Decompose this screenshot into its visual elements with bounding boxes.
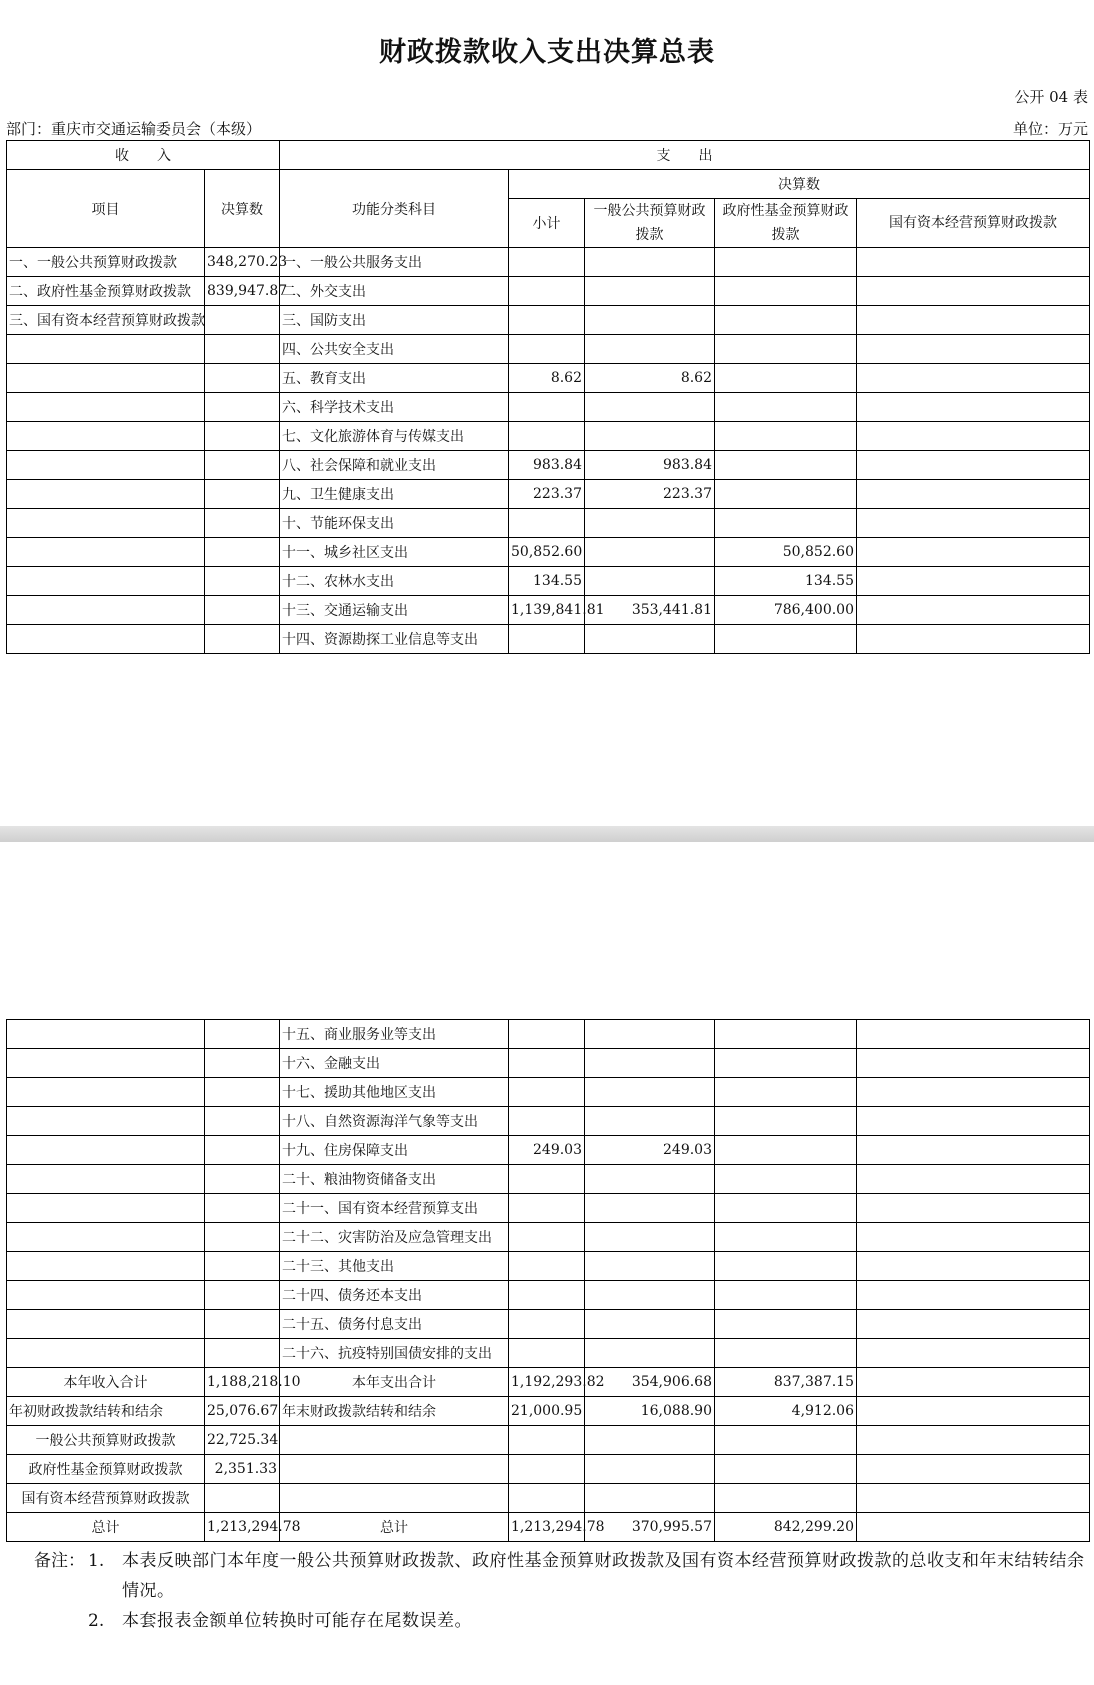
total-expense-label: 总计 [280, 1513, 509, 1542]
subtotal-cell [509, 1165, 585, 1194]
general-budget-cell [585, 1107, 715, 1136]
note-1-text: 本表反映部门本年度一般公共预算财政拨款、政府性基金预算财政拨款及国有资本经营预算财政拨款的总收支和年末结转结余情况。 [122, 1551, 1085, 1601]
income-amount-cell [205, 422, 280, 451]
income-item-cell [7, 1165, 205, 1194]
expense-subject-cell: 十、节能环保支出 [280, 509, 509, 538]
expense-subject-cell: 九、卫生健康支出 [280, 480, 509, 509]
income-item-cell [7, 567, 205, 596]
general-budget-cell [585, 1165, 715, 1194]
function-subject-header: 功能分类科目 [280, 170, 509, 248]
state-capital-cell [857, 306, 1090, 335]
expense-header: 支 出 [280, 141, 1090, 170]
income-amount-cell [205, 364, 280, 393]
subtotal-cell: 1,139,841.81 [509, 596, 585, 625]
begin-general-value: 22,725.34 [205, 1426, 280, 1455]
expense-subject-cell: 二、外交支出 [280, 277, 509, 306]
state-capital-cell [857, 1194, 1090, 1223]
income-amount-cell [205, 451, 280, 480]
department-label: 部门：重庆市交通运输委员会（本级） [6, 120, 262, 138]
table-row [7, 1310, 1090, 1339]
income-amount-cell [205, 625, 280, 654]
gov-fund-cell [715, 1165, 857, 1194]
subtotal-cell [509, 393, 585, 422]
state-capital-cell [857, 1136, 1090, 1165]
income-item-cell: 二、政府性基金预算财政拨款 [7, 277, 205, 306]
end-carryover-state-capital [857, 1397, 1090, 1426]
gov-fund-cell: 134.55 [715, 567, 857, 596]
income-amount-cell [205, 509, 280, 538]
income-item-cell [7, 625, 205, 654]
expense-subject-cell: 十一、城乡社区支出 [280, 538, 509, 567]
notes [34, 1546, 1089, 1636]
income-item-cell [7, 480, 205, 509]
income-amount-cell [205, 596, 280, 625]
state-capital-cell [857, 277, 1090, 306]
income-item-cell [7, 538, 205, 567]
subtotal-cell [509, 277, 585, 306]
gov-fund-cell [715, 1107, 857, 1136]
income-amount-cell [205, 1020, 280, 1049]
state-capital-cell [857, 1281, 1090, 1310]
state-capital-cell [857, 509, 1090, 538]
year-expense-general: 354,906.68 [585, 1368, 715, 1397]
table-row [7, 1165, 1090, 1194]
income-amount-cell [205, 1136, 280, 1165]
income-item-cell [7, 422, 205, 451]
total-expense-state-capital [857, 1513, 1090, 1542]
subtotal-cell [509, 1252, 585, 1281]
state-capital-cell [857, 538, 1090, 567]
general-budget-cell [585, 1252, 715, 1281]
expense-subject-cell: 二十二、灾害防治及应急管理支出 [280, 1223, 509, 1252]
note-2-text: 本套报表金额单位转换时可能存在尾数误差。 [122, 1611, 472, 1631]
end-carryover-gov-fund: 4,912.06 [715, 1397, 857, 1426]
expense-subject-cell: 二十三、其他支出 [280, 1252, 509, 1281]
subtotal-cell [509, 1049, 585, 1078]
expense-subject-cell: 三、国防支出 [280, 306, 509, 335]
gov-fund-cell [715, 1078, 857, 1107]
subtotal-cell: 134.55 [509, 567, 585, 596]
expense-subject-cell: 四、公共安全支出 [280, 335, 509, 364]
gov-fund-cell [715, 277, 857, 306]
total-expense-gov-fund: 842,299.20 [715, 1513, 857, 1542]
income-item-cell [7, 1107, 205, 1136]
gov-fund-header: 政府性基金预算财政拨款 [715, 199, 857, 248]
table-row [7, 364, 1090, 393]
begin-gov-fund-label: 政府性基金预算财政拨款 [7, 1455, 205, 1484]
income-item-cell [7, 1310, 205, 1339]
table-row [7, 335, 1090, 364]
expense-subject-cell: 十二、农林水支出 [280, 567, 509, 596]
expense-subject-cell: 七、文化旅游体育与传媒支出 [280, 422, 509, 451]
income-item-cell [7, 1223, 205, 1252]
general-budget-cell [585, 625, 715, 654]
table-row [7, 393, 1090, 422]
general-budget-cell: 8.62 [585, 364, 715, 393]
gov-fund-cell [715, 364, 857, 393]
total-expense-subtotal: 1,213,294.78 [509, 1513, 585, 1542]
income-item-cell [7, 1078, 205, 1107]
subtotal-cell [509, 1223, 585, 1252]
expense-subject-cell: 十四、资源勘探工业信息等支出 [280, 625, 509, 654]
expense-subject-cell: 八、社会保障和就业支出 [280, 451, 509, 480]
state-capital-cell [857, 1020, 1090, 1049]
begin-general-label: 一般公共预算财政拨款 [7, 1426, 205, 1455]
income-item-cell [7, 393, 205, 422]
income-amount-cell: 348,270.23 [205, 248, 280, 277]
state-capital-cell [857, 567, 1090, 596]
table-row [7, 1049, 1090, 1078]
table-row [7, 625, 1090, 654]
final-amount-header: 决算数 [509, 170, 1090, 199]
general-budget-cell [585, 1078, 715, 1107]
state-capital-cell [857, 1339, 1090, 1368]
gov-fund-cell [715, 1339, 857, 1368]
subtotal-cell [509, 1020, 585, 1049]
table-row [7, 538, 1090, 567]
subtotal-cell [509, 306, 585, 335]
expense-subject-cell: 十五、商业服务业等支出 [280, 1020, 509, 1049]
expense-subject-cell: 十九、住房保障支出 [280, 1136, 509, 1165]
income-amount-cell [205, 1049, 280, 1078]
fiscal-summary-table-page2 [6, 1019, 1090, 1542]
income-item-cell [7, 1020, 205, 1049]
note-1-number: 1. [88, 1551, 105, 1571]
subtotal-cell [509, 1281, 585, 1310]
page-divider [0, 826, 1094, 842]
subtotal-cell [509, 1339, 585, 1368]
table-row [7, 509, 1090, 538]
subtotal-cell [509, 625, 585, 654]
begin-carryover-label: 年初财政拨款结转和结余 [7, 1397, 205, 1426]
end-carryover-general: 16,088.90 [585, 1397, 715, 1426]
total-expense-general: 370,995.57 [585, 1513, 715, 1542]
notes-heading: 备注： [34, 1551, 85, 1571]
subtotal-cell: 223.37 [509, 480, 585, 509]
year-expense-state-capital [857, 1368, 1090, 1397]
year-income-label: 本年收入合计 [7, 1368, 205, 1397]
table-row [7, 451, 1090, 480]
income-header: 收 入 [7, 141, 280, 170]
income-amount-cell [205, 335, 280, 364]
gov-fund-cell [715, 451, 857, 480]
income-item-cell [7, 509, 205, 538]
table-row [7, 596, 1090, 625]
expense-subject-cell: 十七、援助其他地区支出 [280, 1078, 509, 1107]
table-row [7, 1078, 1090, 1107]
expense-subject-cell: 二十五、债务付息支出 [280, 1310, 509, 1339]
gov-fund-cell [715, 335, 857, 364]
income-amount-cell [205, 393, 280, 422]
unit-label: 单位：万元 [1012, 120, 1088, 138]
total-income-label: 总计 [7, 1513, 205, 1542]
state-capital-cell [857, 1078, 1090, 1107]
gov-fund-cell [715, 1020, 857, 1049]
amount-header: 决算数 [205, 170, 280, 248]
table-row [7, 1194, 1090, 1223]
general-budget-cell [585, 1020, 715, 1049]
general-budget-cell [585, 393, 715, 422]
carryover-row [7, 1397, 1090, 1426]
general-budget-cell [585, 567, 715, 596]
income-item-cell: 一、一般公共预算财政拨款 [7, 248, 205, 277]
expense-subject-cell: 二十一、国有资本经营预算支出 [280, 1194, 509, 1223]
subtotal-cell: 249.03 [509, 1136, 585, 1165]
income-amount-cell [205, 567, 280, 596]
general-budget-cell [585, 509, 715, 538]
state-capital-header: 国有资本经营预算财政拨款 [857, 199, 1090, 248]
expense-subject-cell: 一、一般公共服务支出 [280, 248, 509, 277]
state-capital-cell [857, 1165, 1090, 1194]
begin-gov-fund-row [7, 1455, 1090, 1484]
table-row [7, 1223, 1090, 1252]
end-carryover-label: 年末财政拨款结转和结余 [280, 1397, 509, 1426]
subtotal-header: 小计 [509, 199, 585, 248]
general-budget-cell [585, 1281, 715, 1310]
subtotal-cell [509, 1194, 585, 1223]
gov-fund-cell [715, 422, 857, 451]
expense-subject-cell: 二十四、债务还本支出 [280, 1281, 509, 1310]
expense-subject-cell: 十八、自然资源海洋气象等支出 [280, 1107, 509, 1136]
state-capital-cell [857, 248, 1090, 277]
income-amount-cell [205, 1310, 280, 1339]
subtotal-cell: 983.84 [509, 451, 585, 480]
gov-fund-cell [715, 1310, 857, 1339]
subtotal-cell [509, 509, 585, 538]
year-expense-subtotal: 1,192,293.82 [509, 1368, 585, 1397]
table-row [7, 248, 1090, 277]
income-amount-cell [205, 1165, 280, 1194]
general-budget-cell [585, 1049, 715, 1078]
state-capital-cell [857, 422, 1090, 451]
year-income-value: 1,188,218.10 [205, 1368, 280, 1397]
subtotal-cell [509, 248, 585, 277]
general-budget-cell [585, 335, 715, 364]
general-budget-cell: 353,441.81 [585, 596, 715, 625]
year-total-row [7, 1368, 1090, 1397]
begin-gov-fund-value: 2,351.33 [205, 1455, 280, 1484]
end-carryover-subtotal: 21,000.95 [509, 1397, 585, 1426]
begin-state-capital-label: 国有资本经营预算财政拨款 [7, 1484, 205, 1513]
table-row [7, 1252, 1090, 1281]
table-row [7, 1107, 1090, 1136]
expense-subject-cell: 二十、粮油物资储备支出 [280, 1165, 509, 1194]
general-budget-cell [585, 1194, 715, 1223]
expense-subject-cell: 五、教育支出 [280, 364, 509, 393]
table-row [7, 567, 1090, 596]
gov-fund-cell [715, 1281, 857, 1310]
table-row [7, 1136, 1090, 1165]
general-budget-header: 一般公共预算财政拨款 [585, 199, 715, 248]
begin-general-row [7, 1426, 1090, 1455]
general-budget-cell: 249.03 [585, 1136, 715, 1165]
income-amount-cell [205, 1194, 280, 1223]
state-capital-cell [857, 480, 1090, 509]
income-item-cell [7, 335, 205, 364]
gov-fund-cell [715, 480, 857, 509]
income-amount-cell [205, 306, 280, 335]
general-budget-cell: 223.37 [585, 480, 715, 509]
fiscal-summary-table-page1 [6, 140, 1090, 654]
gov-fund-cell [715, 509, 857, 538]
gov-fund-cell [715, 1252, 857, 1281]
income-item-cell [7, 451, 205, 480]
general-budget-cell: 983.84 [585, 451, 715, 480]
grand-total-row [7, 1513, 1090, 1542]
expense-subject-cell: 二十六、抗疫特别国债安排的支出 [280, 1339, 509, 1368]
gov-fund-cell: 50,852.60 [715, 538, 857, 567]
state-capital-cell [857, 596, 1090, 625]
income-amount-cell [205, 1252, 280, 1281]
form-number: 公开 04 表 [1014, 88, 1088, 106]
general-budget-cell [585, 306, 715, 335]
income-item-cell [7, 1049, 205, 1078]
general-budget-cell [585, 1223, 715, 1252]
income-amount-cell [205, 1078, 280, 1107]
income-amount-cell [205, 480, 280, 509]
general-budget-cell [585, 538, 715, 567]
general-budget-cell [585, 422, 715, 451]
state-capital-cell [857, 1049, 1090, 1078]
table-row [7, 1339, 1090, 1368]
table-row [7, 306, 1090, 335]
gov-fund-cell [715, 1136, 857, 1165]
income-item-cell [7, 1136, 205, 1165]
table-row [7, 277, 1090, 306]
income-item-cell [7, 1194, 205, 1223]
subtotal-cell [509, 1107, 585, 1136]
table-row [7, 422, 1090, 451]
income-amount-cell: 839,947.87 [205, 277, 280, 306]
income-amount-cell [205, 538, 280, 567]
begin-state-capital-row [7, 1484, 1090, 1513]
state-capital-cell [857, 625, 1090, 654]
income-amount-cell [205, 1281, 280, 1310]
state-capital-cell [857, 1223, 1090, 1252]
gov-fund-cell [715, 1223, 857, 1252]
subtotal-cell: 50,852.60 [509, 538, 585, 567]
page-title: 财政拨款收入支出决算总表 [379, 37, 715, 68]
begin-carryover-value: 25,076.67 [205, 1397, 280, 1426]
income-item-cell [7, 1339, 205, 1368]
expense-subject-cell: 十三、交通运输支出 [280, 596, 509, 625]
gov-fund-cell [715, 625, 857, 654]
table-row [7, 1281, 1090, 1310]
general-budget-cell [585, 277, 715, 306]
year-expense-label: 本年支出合计 [280, 1368, 509, 1397]
total-income-value: 1,213,294.78 [205, 1513, 280, 1542]
general-budget-cell [585, 1310, 715, 1339]
subtotal-cell [509, 335, 585, 364]
income-item-cell: 三、国有资本经营预算财政拨款 [7, 306, 205, 335]
state-capital-cell [857, 451, 1090, 480]
income-item-cell [7, 596, 205, 625]
income-item-cell [7, 364, 205, 393]
state-capital-cell [857, 364, 1090, 393]
general-budget-cell [585, 248, 715, 277]
income-item-cell [7, 1252, 205, 1281]
gov-fund-cell: 786,400.00 [715, 596, 857, 625]
note-2-number: 2. [88, 1611, 105, 1631]
expense-subject-cell: 十六、金融支出 [280, 1049, 509, 1078]
income-amount-cell [205, 1107, 280, 1136]
state-capital-cell [857, 393, 1090, 422]
subtotal-cell [509, 1078, 585, 1107]
general-budget-cell [585, 1339, 715, 1368]
gov-fund-cell [715, 1194, 857, 1223]
income-amount-cell [205, 1339, 280, 1368]
income-amount-cell [205, 1223, 280, 1252]
gov-fund-cell [715, 306, 857, 335]
table-row [7, 1020, 1090, 1049]
gov-fund-cell [715, 393, 857, 422]
state-capital-cell [857, 1252, 1090, 1281]
subtotal-cell: 8.62 [509, 364, 585, 393]
begin-state-capital-value [205, 1484, 280, 1513]
state-capital-cell [857, 1310, 1090, 1339]
expense-subject-cell: 六、科学技术支出 [280, 393, 509, 422]
state-capital-cell [857, 1107, 1090, 1136]
subtotal-cell [509, 422, 585, 451]
year-expense-gov-fund: 837,387.15 [715, 1368, 857, 1397]
gov-fund-cell [715, 248, 857, 277]
table-row [7, 480, 1090, 509]
gov-fund-cell [715, 1049, 857, 1078]
state-capital-cell [857, 335, 1090, 364]
income-item-cell [7, 1281, 205, 1310]
subtotal-cell [509, 1310, 585, 1339]
item-header: 项目 [7, 170, 205, 248]
